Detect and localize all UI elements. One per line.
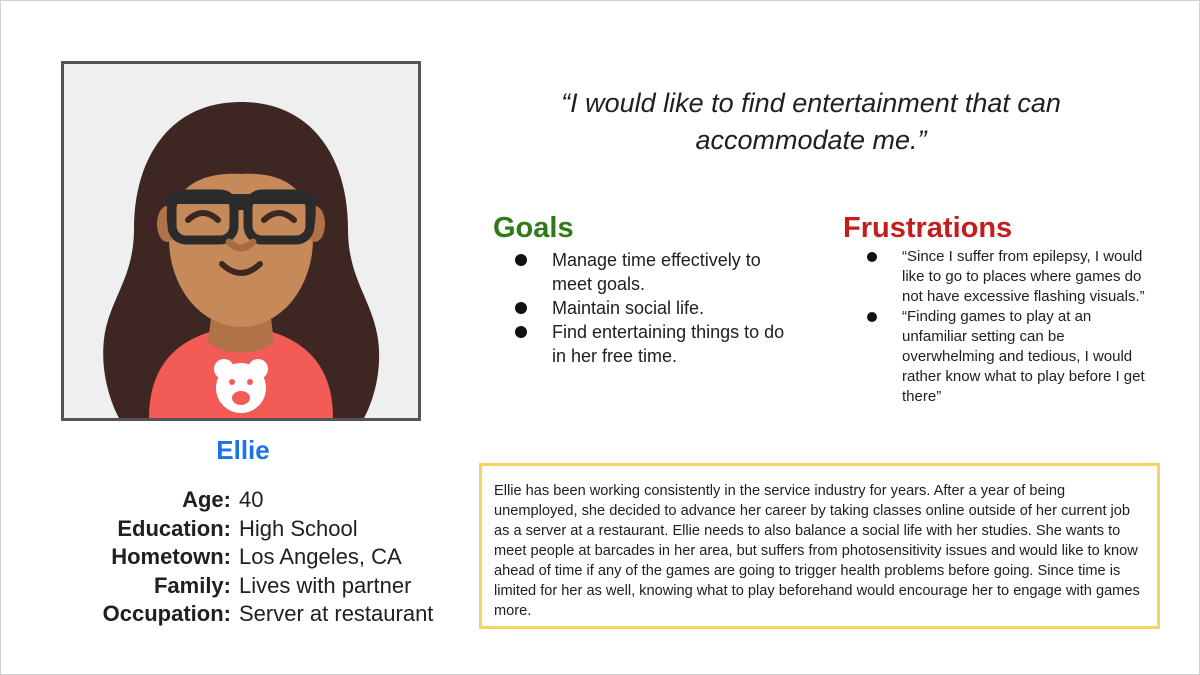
goal-item: Manage time effectively to meet goals. <box>515 248 785 296</box>
detail-value: Server at restaurant <box>239 601 434 626</box>
detail-value: Los Angeles, CA <box>239 544 402 569</box>
goals-list <box>515 248 785 368</box>
detail-label: Hometown: <box>111 544 231 569</box>
goal-item: Find entertaining things to do in her free time. <box>515 320 785 368</box>
detail-label: Age: <box>182 487 231 512</box>
detail-row-hometown <box>61 543 433 572</box>
detail-row-education <box>61 515 433 544</box>
detail-row-age <box>61 486 433 515</box>
detail-label: Family: <box>153 572 231 598</box>
persona-name: Ellie <box>216 435 270 465</box>
detail-value: High School <box>239 515 358 541</box>
frustrations-heading: Frustrations <box>843 212 1013 244</box>
detail-label: Education: <box>117 515 231 541</box>
detail-value: 40 <box>239 487 264 512</box>
persona-details <box>61 486 433 629</box>
frustration-item: “Since I suffer from epilepsy, I would like to go to places where games do not have excessive flashing visuals.” <box>867 247 1152 307</box>
detail-label: Occupation: <box>102 601 231 626</box>
detail-row-family <box>61 572 433 601</box>
persona-illustration <box>64 64 418 418</box>
avatar <box>61 61 421 421</box>
frustrations-list <box>867 247 1152 407</box>
goal-item: Maintain social life. <box>515 296 785 320</box>
persona-bio: Ellie has been working consistently in the service industry for years. After a year of being unemployed, she decided to advance her career by taking classes online outside of her current job as a server at a restaurant. Ellie needs to also balance a social life with her studies. She wants to meet people at barcades in her area, but suffers from photosensitivity issues and would like to know ahead of time if any of the games are going to trigger health problems before going. Since time is limited for her as well, knowing what to play beforehand would encourage her to engage with games more. <box>479 463 1160 629</box>
goals-heading: Goals <box>493 212 574 244</box>
detail-row-occupation <box>61 600 433 629</box>
detail-value: Lives with partner <box>239 572 412 598</box>
persona-quote: “I would like to find entertainment that can accommodate me.” <box>561 88 1061 155</box>
frustration-item: “Finding games to play at an unfamiliar setting can be overwhelming and tedious, I would rather know what to play before I get there” <box>867 307 1152 407</box>
